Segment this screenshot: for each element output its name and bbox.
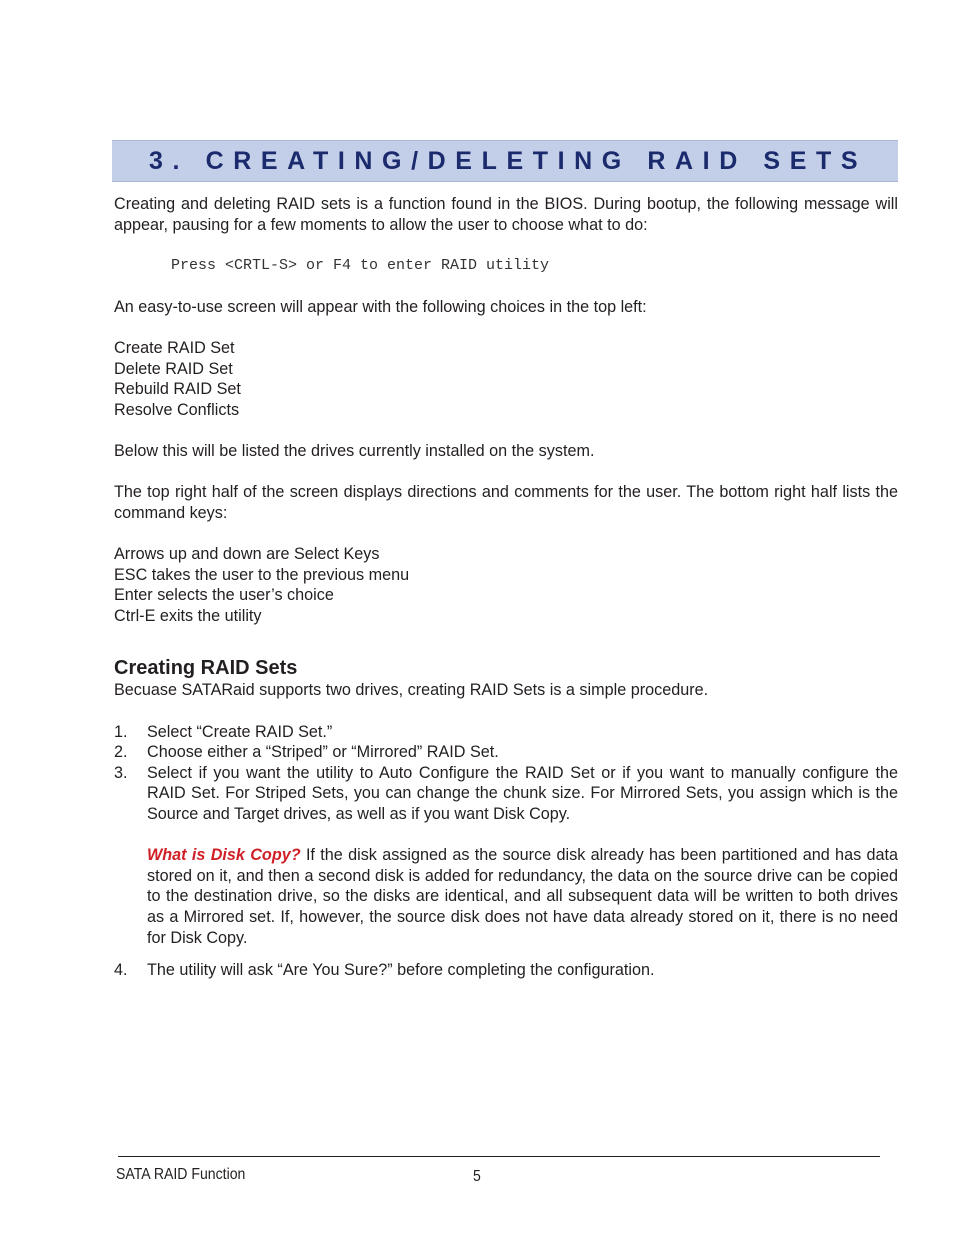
footer-divider xyxy=(118,1156,880,1157)
menu-intro: An easy-to-use screen will appear with the following choices in the top left: xyxy=(114,297,647,316)
command-keys-list xyxy=(114,544,898,626)
disk-copy-note xyxy=(114,845,898,948)
step-number: 3. xyxy=(114,763,128,782)
list-item: Resolve Conflicts xyxy=(114,400,240,419)
step-item xyxy=(114,763,898,825)
step-text: Select if you want the utility to Auto Configure the RAID Set or if you want to manually configure the RAID Set. For Striped Sets, you can change the chunk size. For Mirrored Sets, you assign which is the Source and Target drives, as well as if you want Disk Copy. xyxy=(147,763,898,824)
step-number: 1. xyxy=(114,722,128,741)
list-item: Delete RAID Set xyxy=(114,359,233,378)
intro-paragraph: Creating and deleting RAID sets is a function found in the BIOS. During bootup, the following message will appear, pausing for a few moments to allow the user to choose what to do: xyxy=(114,195,898,234)
list-item: ESC takes the user to the previous menu xyxy=(114,565,410,584)
step-number: 2. xyxy=(114,743,128,762)
disk-copy-text: If the disk assigned as the source disk already has been partitioned and has data stored on it, and then a second disk is added for redundancy, the data on the source drive can be copied to the destination drive, so the disks are identical, and all subsequent data will be written to both drives as a Mirrored set. If, however, the source disk does not have data already stored on it, there is no need for Disk Copy. xyxy=(147,846,898,947)
step-text: Select “Create RAID Set.” xyxy=(147,722,333,741)
footer-title: SATA RAID Function xyxy=(116,1166,246,1183)
creating-heading: Creating RAID Sets xyxy=(114,657,298,680)
menu-choices-list xyxy=(114,338,898,420)
step-item xyxy=(114,722,898,743)
list-item: Ctrl-E exits the utility xyxy=(114,606,262,625)
creating-intro: Becuase SATARaid supports two drives, creating RAID Sets is a simple procedure. xyxy=(114,681,709,700)
step-number: 4. xyxy=(114,961,128,980)
list-item: Create RAID Set xyxy=(114,339,235,358)
page-number: 5 xyxy=(473,1168,481,1185)
drives-note: Below this will be listed the drives currently installed on the system. xyxy=(114,442,595,461)
list-item: Enter selects the user’s choice xyxy=(114,586,334,605)
step-item xyxy=(114,960,898,981)
bios-message: Press <CRTL-S> or F4 to enter RAID utility xyxy=(171,256,550,274)
section-banner xyxy=(112,140,898,182)
step-text: Choose either a “Striped” or “Mirrored” RAID Set. xyxy=(147,743,499,762)
list-item: Arrows up and down are Select Keys xyxy=(114,545,380,564)
step-text: The utility will ask “Are You Sure?” before completing the configuration. xyxy=(147,961,655,980)
section-title: 3. CREATING/DELETING RAID SETS xyxy=(149,147,868,175)
step-item xyxy=(114,742,898,763)
list-item: Rebuild RAID Set xyxy=(114,380,241,399)
page-content xyxy=(114,194,898,981)
disk-copy-label: What is Disk Copy? xyxy=(147,846,301,865)
screen-note: The top right half of the screen displays directions and comments for the user. The bottom right half lists the command keys: xyxy=(114,483,898,522)
